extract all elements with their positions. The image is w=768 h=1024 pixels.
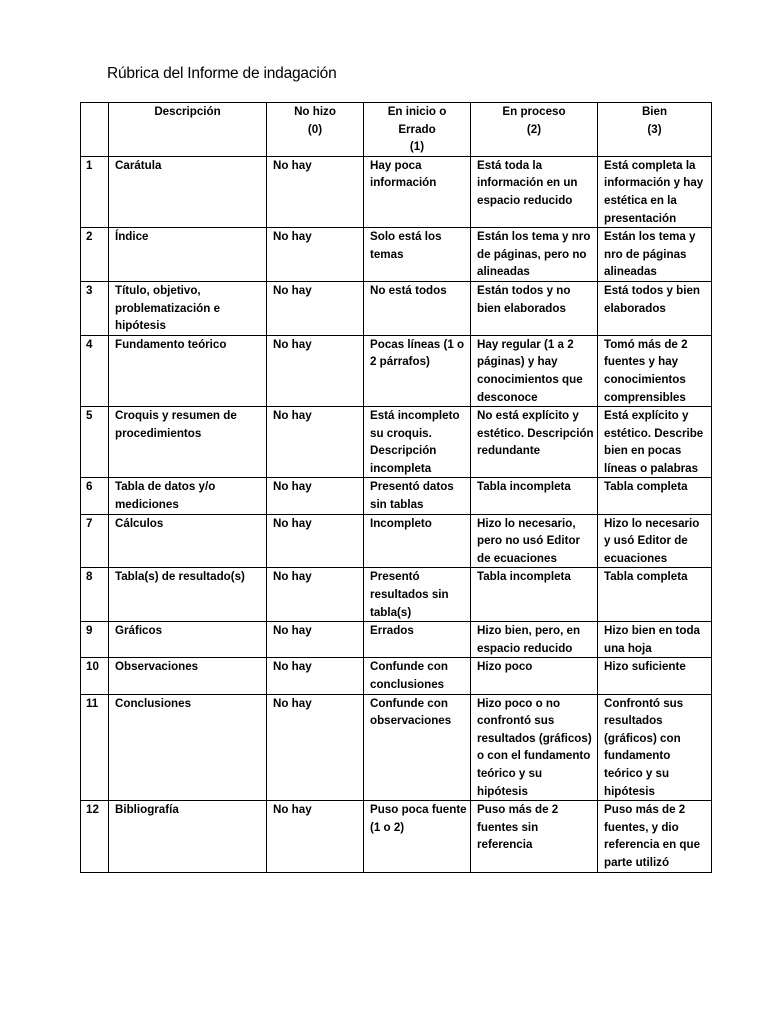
cell-no-hizo: No hay — [267, 281, 364, 335]
table-body — [81, 156, 712, 872]
cell-descripcion: Gráficos — [109, 622, 267, 658]
table-row — [81, 622, 712, 658]
cell-descripcion: Fundamento teórico — [109, 335, 267, 406]
cell-descripcion: Croquis y resumen de procedimientos — [109, 407, 267, 478]
header-line: Bien — [641, 105, 668, 118]
header-line: Errado — [398, 122, 436, 136]
cell-en-inicio: Hay poca información — [364, 156, 471, 227]
header-line: No hizo — [294, 105, 336, 118]
cell-bien: Puso más de 2 fuentes, y dio referencia en que parte utilizó — [598, 801, 712, 872]
cell-en-proceso: Hizo poco — [471, 658, 598, 694]
cell-no-hizo: No hay — [267, 407, 364, 478]
cell-bien: Hizo bien en toda una hoja — [598, 622, 712, 658]
cell-number: 4 — [81, 335, 109, 406]
cell-bien: Están los tema y nro de páginas alineadas — [598, 228, 712, 282]
cell-en-inicio: Presentó datos sin tablas — [364, 478, 471, 514]
cell-en-inicio: Solo está los temas — [364, 228, 471, 282]
cell-bien: Tabla completa — [598, 478, 712, 514]
cell-number: 7 — [81, 514, 109, 568]
cell-descripcion: Cálculos — [109, 514, 267, 568]
header-bien — [598, 103, 712, 157]
table-row — [81, 407, 712, 478]
cell-no-hizo: No hay — [267, 622, 364, 658]
table-row — [81, 156, 712, 227]
cell-bien: Está completa la información y hay estética en la presentación — [598, 156, 712, 227]
cell-no-hizo: No hay — [267, 801, 364, 872]
cell-number: 1 — [81, 156, 109, 227]
header-line: En proceso — [502, 105, 566, 118]
cell-bien: Confrontó sus resultados (gráficos) con fundamento teórico y su hipótesis — [598, 694, 712, 801]
table-row — [81, 568, 712, 622]
cell-number: 11 — [81, 694, 109, 801]
table-row — [81, 478, 712, 514]
cell-no-hizo: No hay — [267, 335, 364, 406]
header-line: (2) — [526, 122, 542, 136]
table-row — [81, 281, 712, 335]
cell-no-hizo: No hay — [267, 478, 364, 514]
cell-descripcion: Carátula — [109, 156, 267, 227]
cell-number: 2 — [81, 228, 109, 282]
cell-en-inicio: Presentó resultados sin tabla(s) — [364, 568, 471, 622]
header-line: Descripción — [154, 105, 221, 118]
cell-descripcion: Tabla(s) de resultado(s) — [109, 568, 267, 622]
cell-number: 6 — [81, 478, 109, 514]
header-number — [81, 103, 109, 157]
header-descripcion — [109, 103, 267, 157]
cell-bien: Está todos y bien elaborados — [598, 281, 712, 335]
header-en-proceso — [471, 103, 598, 157]
cell-descripcion: Observaciones — [109, 658, 267, 694]
table-row — [81, 694, 712, 801]
cell-number: 5 — [81, 407, 109, 478]
table-row — [81, 514, 712, 568]
cell-bien: Está explícito y estético. Describe bien en pocas líneas o palabras — [598, 407, 712, 478]
cell-en-proceso: Tabla incompleta — [471, 478, 598, 514]
cell-en-proceso: Hizo poco o no confrontó sus resultados (gráficos) o con el fundamento teórico y su hipótesis — [471, 694, 598, 801]
cell-descripcion: Título, objetivo, problematización e hipótesis — [109, 281, 267, 335]
cell-en-proceso: Hizo lo necesario, pero no usó Editor de ecuaciones — [471, 514, 598, 568]
cell-no-hizo: No hay — [267, 514, 364, 568]
document-title: Rúbrica del Informe de indagación — [107, 65, 337, 82]
table-header-row — [81, 103, 712, 157]
cell-descripcion: Conclusiones — [109, 694, 267, 801]
table-row — [81, 801, 712, 872]
cell-descripcion: Tabla de datos y/o mediciones — [109, 478, 267, 514]
cell-en-inicio: Errados — [364, 622, 471, 658]
cell-en-proceso: Están los tema y nro de páginas, pero no alineadas — [471, 228, 598, 282]
header-line: (0) — [307, 122, 323, 136]
cell-en-proceso: Tabla incompleta — [471, 568, 598, 622]
cell-bien: Hizo lo necesario y usó Editor de ecuaciones — [598, 514, 712, 568]
table-row — [81, 228, 712, 282]
cell-no-hizo: No hay — [267, 568, 364, 622]
cell-number: 12 — [81, 801, 109, 872]
header-line: (3) — [647, 122, 662, 136]
cell-en-inicio: No está todos — [364, 281, 471, 335]
cell-en-proceso: No está explícito y estético. Descripción redundante — [471, 407, 598, 478]
cell-number: 9 — [81, 622, 109, 658]
header-line: (1) — [409, 140, 425, 154]
header-no-hizo — [267, 103, 364, 157]
cell-en-inicio: Puso poca fuente (1 o 2) — [364, 801, 471, 872]
cell-number: 3 — [81, 281, 109, 335]
cell-bien: Tomó más de 2 fuentes y hay conocimientos comprensibles — [598, 335, 712, 406]
cell-no-hizo: No hay — [267, 658, 364, 694]
cell-bien: Hizo suficiente — [598, 658, 712, 694]
cell-en-inicio: Confunde con conclusiones — [364, 658, 471, 694]
table-row — [81, 658, 712, 694]
cell-descripcion: Bibliografía — [109, 801, 267, 872]
header-en-inicio — [364, 103, 471, 157]
cell-en-inicio: Está incompleto su croquis. Descripción incompleta — [364, 407, 471, 478]
cell-en-inicio: Confunde con observaciones — [364, 694, 471, 801]
cell-en-inicio: Pocas líneas (1 o 2 párrafos) — [364, 335, 471, 406]
cell-no-hizo: No hay — [267, 156, 364, 227]
cell-en-inicio: Incompleto — [364, 514, 471, 568]
cell-number: 10 — [81, 658, 109, 694]
cell-en-proceso: Puso más de 2 fuentes sin referencia — [471, 801, 598, 872]
header-line: En inicio o — [387, 105, 447, 118]
cell-descripcion: Índice — [109, 228, 267, 282]
rubric-table — [80, 102, 712, 873]
cell-en-proceso: Hizo bien, pero, en espacio reducido — [471, 622, 598, 658]
cell-en-proceso: Hay regular (1 a 2 páginas) y hay conocimientos que desconoce — [471, 335, 598, 406]
cell-number: 8 — [81, 568, 109, 622]
cell-no-hizo: No hay — [267, 228, 364, 282]
cell-en-proceso: Están todos y no bien elaborados — [471, 281, 598, 335]
cell-no-hizo: No hay — [267, 694, 364, 801]
cell-bien: Tabla completa — [598, 568, 712, 622]
cell-en-proceso: Está toda la información en un espacio reducido — [471, 156, 598, 227]
table-row — [81, 335, 712, 406]
